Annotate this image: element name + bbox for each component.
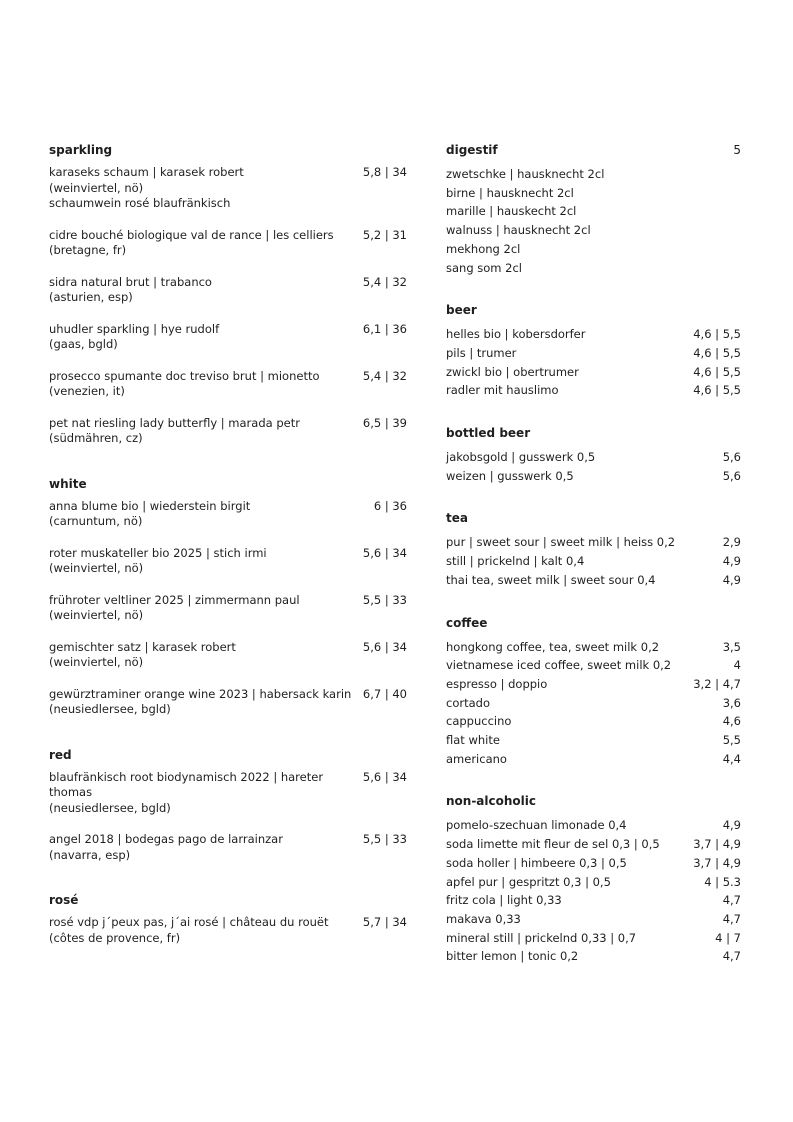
item-name: vietnamese iced coffee, sweet milk 0,2	[446, 658, 672, 673]
menu-section-bottledbeer	[446, 424, 741, 485]
item-price: 4,6 | 5,5	[693, 383, 741, 398]
item-price: 4,7	[722, 911, 741, 926]
wine-column	[49, 141, 407, 974]
menu-item	[446, 325, 741, 344]
menu-item	[446, 363, 741, 382]
wine-price: 5,6 | 34	[362, 639, 407, 654]
wine-row	[49, 687, 407, 703]
wine-item	[49, 165, 407, 212]
drinks-column	[446, 141, 741, 990]
item-price: 4,9	[722, 554, 741, 569]
wine-detail: (carnuntum, nö)	[49, 514, 143, 528]
menu-section-coffee	[446, 614, 741, 769]
wine-name: rosé vdp j´peux pas, j´ai rosé | château du rouët	[49, 915, 329, 929]
wine-row	[49, 640, 407, 656]
menu-section-nonalcoholic	[446, 792, 741, 966]
wine-item	[49, 499, 407, 530]
wine-detail: (gaas, bgld)	[49, 337, 118, 351]
wine-item	[49, 546, 407, 577]
wine-row	[49, 369, 407, 385]
item-price: 4,9	[722, 818, 741, 833]
item-price: 5,6	[722, 450, 741, 465]
menu-item	[446, 184, 741, 203]
item-price: 4,6 | 5,5	[693, 327, 741, 342]
wine-price: 5,6 | 34	[362, 545, 407, 560]
wine-price: 5,4 | 32	[362, 368, 407, 383]
item-price: 4,7	[722, 893, 741, 908]
section-title-text: coffee	[446, 615, 488, 630]
wine-name: frühroter veltliner 2025 | zimmermann paul	[49, 592, 300, 607]
wine-price: 6,1 | 36	[362, 321, 407, 336]
item-name: fritz cola | light 0,33	[446, 893, 562, 908]
item-price: 4,7	[722, 949, 741, 964]
section-title	[49, 475, 407, 493]
section-price: 5	[733, 143, 741, 157]
section-title	[446, 424, 741, 442]
wine-detail: (weinviertel, nö)	[49, 608, 144, 622]
menu-item	[446, 947, 741, 966]
menu-section-white	[49, 475, 407, 718]
item-name: soda holler | himbeere 0,3 | 0,5	[446, 855, 627, 870]
wine-row	[49, 915, 407, 931]
wine-name: blaufränkisch root biodynamisch 2022 | hareter thomas	[49, 769, 324, 799]
menu-section-red	[49, 746, 407, 864]
item-price: 5,6	[722, 468, 741, 483]
wine-item	[49, 687, 407, 718]
item-price: 2,9	[722, 535, 741, 550]
wine-item	[49, 832, 407, 863]
section-title-text: rosé	[49, 893, 79, 907]
menu-section-ros	[49, 891, 407, 946]
item-price: 3,7 | 4,9	[693, 837, 741, 852]
wine-detail: (asturien, esp)	[49, 290, 133, 304]
item-name: still | prickelnd | kalt 0,4	[446, 554, 585, 569]
item-price: 4 | 7	[715, 930, 741, 945]
item-price: 4,9	[722, 572, 741, 587]
section-title	[49, 891, 407, 909]
section-title-text: bottled beer	[446, 426, 531, 441]
menu-item	[446, 816, 741, 835]
wine-detail: (neusiedlersee, bgld)	[49, 702, 171, 716]
wine-name: pet nat riesling lady butterfly | marada petr	[49, 415, 300, 430]
section-title-text: digestif	[446, 143, 498, 157]
menu-item	[446, 571, 741, 590]
item-name: birne | hausknecht 2cl	[446, 185, 574, 200]
wine-row	[49, 546, 407, 562]
menu-item	[446, 731, 741, 750]
item-name: marille | hauskecht 2cl	[446, 204, 577, 219]
item-name: pur | sweet sour | sweet milk | heiss 0,2	[446, 535, 676, 550]
item-name: mekhong 2cl	[446, 241, 521, 256]
item-name: mineral still | prickelnd 0,33 | 0,7	[446, 930, 637, 945]
item-name: cortado	[446, 695, 490, 710]
section-title-text: sparkling	[49, 143, 113, 157]
wine-name: karaseks schaum | karasek robert	[49, 165, 244, 179]
section-title	[446, 301, 741, 319]
menu-item	[446, 165, 741, 184]
menu-item	[446, 259, 741, 278]
wine-price: 6,7 | 40	[362, 686, 407, 701]
item-price: 3,6	[722, 695, 741, 710]
wine-item	[49, 322, 407, 353]
item-name: americano	[446, 751, 507, 766]
section-title-text: red	[49, 747, 72, 762]
section-title-text: tea	[446, 511, 468, 526]
wine-detail: (weinviertel, nö)	[49, 561, 144, 575]
wine-detail: (côtes de provence, fr)	[49, 930, 181, 945]
menu-item	[446, 694, 741, 713]
wine-detail: schaumwein rosé blaufränkisch	[49, 196, 231, 210]
item-name: jakobsgold | gusswerk 0,5	[446, 450, 596, 465]
wine-item	[49, 640, 407, 671]
wine-price: 6 | 36	[373, 498, 407, 513]
item-price: 3,7 | 4,9	[693, 855, 741, 870]
wine-name: uhudler sparkling | hye rudolf	[49, 321, 220, 336]
wine-name: sidra natural brut | trabanco	[49, 274, 212, 289]
item-name: soda limette mit fleur de sel 0,3 | 0,5	[446, 837, 660, 852]
item-name: cappuccino	[446, 714, 512, 729]
menu-item	[446, 854, 741, 873]
wine-item	[49, 275, 407, 306]
wine-item	[49, 915, 407, 946]
section-title-text: non-alcoholic	[446, 794, 537, 809]
item-name: zwetschke | hausknecht 2cl	[446, 167, 605, 181]
menu-section-sparkling	[49, 141, 407, 447]
menu-item	[446, 712, 741, 731]
wine-row	[49, 770, 407, 801]
wine-price: 5,2 | 31	[362, 227, 407, 242]
item-name: helles bio | kobersdorfer	[446, 327, 586, 342]
wine-price: 5,7 | 34	[362, 915, 407, 929]
wine-price: 5,6 | 34	[362, 769, 407, 784]
wine-name: gewürztraminer orange wine 2023 | habersack karin	[49, 686, 352, 701]
wine-row	[49, 228, 407, 244]
item-name: flat white	[446, 733, 500, 748]
menu-item	[446, 638, 741, 657]
section-title-text: white	[49, 476, 87, 491]
menu-item	[446, 656, 741, 675]
section-title	[49, 746, 407, 764]
item-price: 3,5	[722, 639, 741, 654]
wine-item	[49, 416, 407, 447]
wine-price: 5,5 | 33	[362, 592, 407, 607]
wine-item	[49, 770, 407, 817]
item-name: weizen | gusswerk 0,5	[446, 468, 574, 483]
wine-price: 5,8 | 34	[362, 165, 407, 179]
menu-item	[446, 467, 741, 486]
item-price: 4,4	[722, 751, 741, 766]
item-name: walnuss | hausknecht 2cl	[446, 223, 591, 238]
wine-row	[49, 165, 407, 181]
wine-row	[49, 275, 407, 291]
item-name: sang som 2cl	[446, 260, 523, 275]
wine-price: 6,5 | 39	[362, 415, 407, 430]
wine-row	[49, 322, 407, 338]
item-name: bitter lemon | tonic 0,2	[446, 949, 579, 964]
section-title	[446, 141, 741, 159]
menu-item	[446, 381, 741, 400]
menu-section-digestif	[446, 141, 741, 277]
wine-row	[49, 593, 407, 609]
wine-row	[49, 499, 407, 515]
section-title	[446, 792, 741, 810]
wine-price: 5,4 | 32	[362, 274, 407, 289]
section-title	[49, 141, 407, 159]
wine-price: 5,5 | 33	[362, 832, 407, 846]
wine-item	[49, 228, 407, 259]
item-name: thai tea, sweet milk | sweet sour 0,4	[446, 572, 656, 587]
menu-section-tea	[446, 509, 741, 589]
item-name: makava 0,33	[446, 911, 521, 926]
wine-name: cidre bouché biologique val de rance | les celliers	[49, 227, 334, 242]
menu-item	[446, 202, 741, 221]
menu-item	[446, 675, 741, 694]
item-price: 5,5	[722, 733, 741, 748]
item-price: 3,2 | 4,7	[693, 676, 741, 691]
wine-name: roter muskateller bio 2025 | stich irmi	[49, 545, 267, 560]
item-price: 4 | 5.3	[704, 874, 741, 889]
menu-item	[446, 221, 741, 240]
wine-detail: (neusiedlersee, bgld)	[49, 800, 171, 815]
item-name: pomelo-szechuan limonade 0,4	[446, 818, 627, 833]
menu-section-beer	[446, 301, 741, 400]
wine-name: prosecco spumante doc treviso brut | mionetto	[49, 368, 320, 383]
menu-item	[446, 891, 741, 910]
menu-item	[446, 344, 741, 363]
wine-row	[49, 832, 407, 848]
section-title-text: beer	[446, 303, 477, 318]
item-name: zwickl bio | obertrumer	[446, 364, 579, 379]
item-price: 4,6 | 5,5	[693, 345, 741, 360]
menu-item	[446, 552, 741, 571]
menu-item	[446, 835, 741, 854]
item-name: pils | trumer	[446, 345, 517, 360]
wine-detail: (südmähren, cz)	[49, 431, 143, 445]
menu-item	[446, 873, 741, 892]
item-price: 4,6	[722, 714, 741, 729]
section-title	[446, 614, 741, 632]
menu-item	[446, 929, 741, 948]
wine-name: gemischter satz | karasek robert	[49, 639, 236, 654]
wine-detail: (venezien, it)	[49, 384, 125, 398]
item-price: 4	[733, 658, 741, 673]
wine-item	[49, 593, 407, 624]
item-price: 4,6 | 5,5	[693, 364, 741, 379]
item-name: espresso | doppio	[446, 676, 548, 691]
wine-detail: (weinviertel, nö)	[49, 655, 144, 669]
menu-item	[446, 750, 741, 769]
menu-item	[446, 910, 741, 929]
wine-name: angel 2018 | bodegas pago de larrainzar	[49, 832, 283, 846]
wine-detail: (navarra, esp)	[49, 847, 131, 862]
wine-detail: (bretagne, fr)	[49, 243, 127, 257]
wine-item	[49, 369, 407, 400]
item-name: apfel pur | gespritzt 0,3 | 0,5	[446, 874, 611, 889]
item-name: radler mit hauslimo	[446, 383, 559, 398]
section-title	[446, 509, 741, 527]
menu-item	[446, 240, 741, 259]
wine-detail: (weinviertel, nö)	[49, 180, 144, 195]
menu-item	[446, 533, 741, 552]
wine-row	[49, 416, 407, 432]
menu-item	[446, 448, 741, 467]
item-name: hongkong coffee, tea, sweet milk 0,2	[446, 639, 660, 654]
wine-name: anna blume bio | wiederstein birgit	[49, 498, 251, 513]
